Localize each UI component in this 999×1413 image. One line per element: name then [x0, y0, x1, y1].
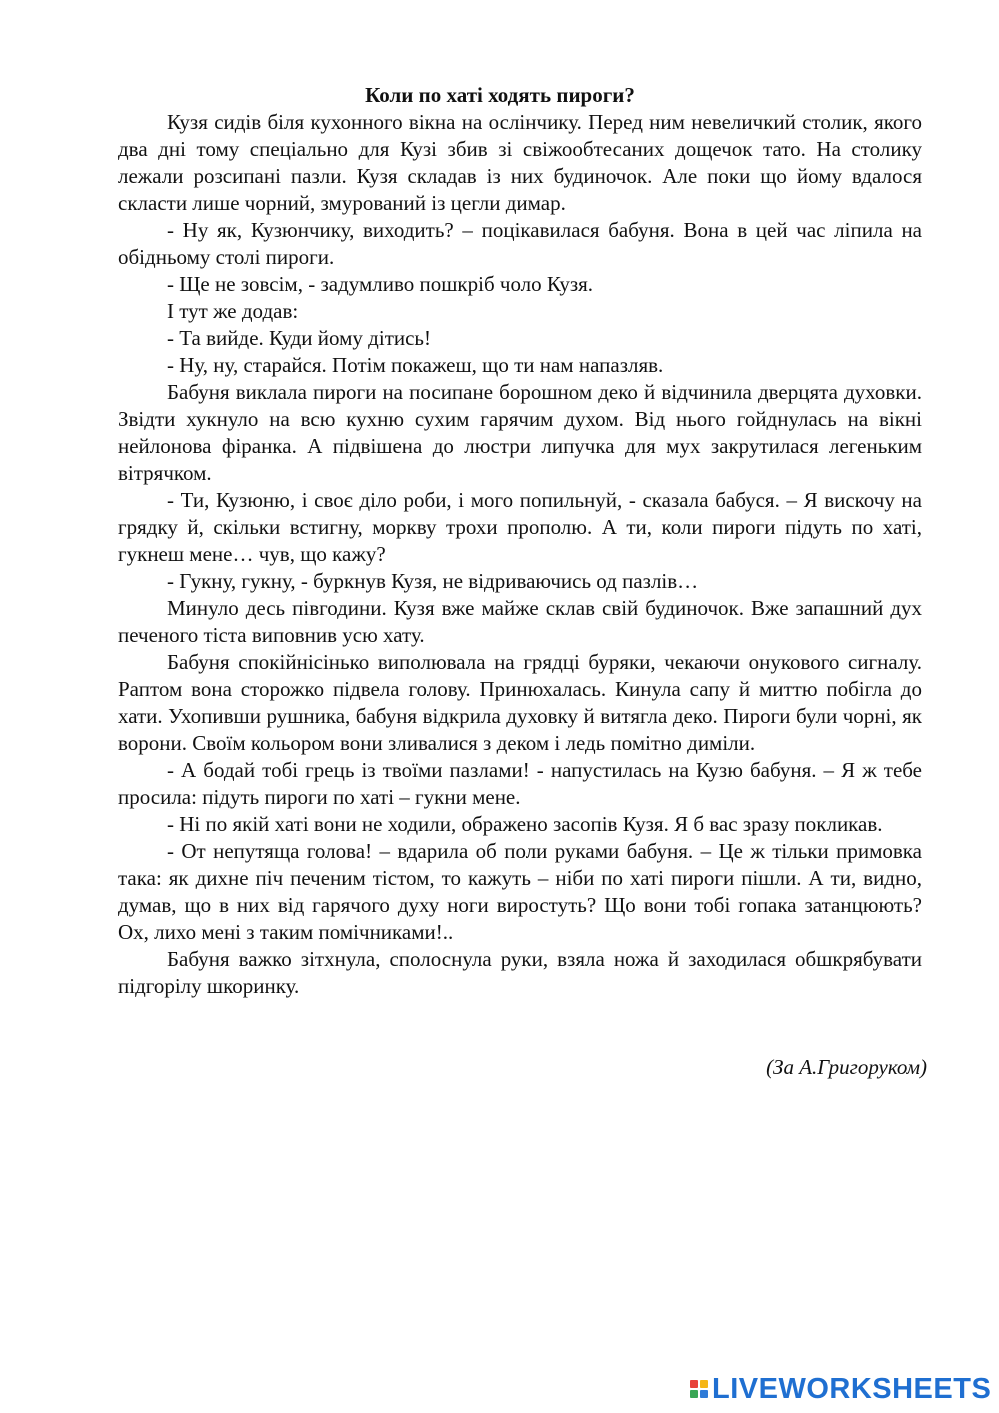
- paragraph-2: - Ну як, Кузюнчику, виходить? – поцікавилася бабуня. Вона в цей час ліпила на обідньому столі пироги.: [118, 218, 922, 269]
- paragraph-7: Бабуня виклала пироги на посипане борошном деко й відчинила дверцята духовки. Звідти хукнуло на всю кухню сухим гарячим духом. Від нього гойднулась на вікні нейлонова фіранка. А підвішена до люстри липучка для мух закрутилася легеньким вітрячком.: [118, 380, 922, 485]
- logo-text: LIVEWORKSHEETS: [712, 1372, 992, 1405]
- logo-square-yellow: [700, 1380, 708, 1388]
- paragraph-14: - От непутяща голова! – вдарила об поли руками бабуня. – Це ж тільки примовка така: як дихне піч печеним тістом, то кажуть – ніби по хаті пироги пішли. А ти, видно, думав, що в них від гарячого духу ноги виростуть? Що вони тобі гопака затанцюють? Ох, лихо мені з таким помічниками!..: [118, 839, 922, 944]
- paragraph-5: - Та вийде. Куди йому дітись!: [167, 326, 431, 350]
- paragraph-11: Бабуня спокійнісінько виполювала на грядці буряки, чекаючи онукового сигналу. Раптом вона сторожко підвела голову. Принюхалась. Кинула сапу й миттю побігла до хати. Ухопивши рушника, бабуня відкрила духовку й витягла деко. Пироги були чорні, як ворони. Своїм кольором вони зливалися з деком і ледь помітно диміли.: [118, 650, 922, 755]
- logo-grid-icon: [690, 1380, 708, 1398]
- story-title: Коли по хаті ходять пироги?: [365, 83, 635, 107]
- story-body: [118, 109, 922, 1000]
- paragraph-13: - Ні по якій хаті вони не ходили, ображено засопів Кузя. Я б вас зразу покликав.: [167, 812, 883, 836]
- logo-square-blue: [700, 1390, 708, 1398]
- paragraph-4: І тут же додав:: [167, 299, 299, 323]
- paragraph-12: - А бодай тобі грець із твоїми пазлами! - напустилась на Кузю бабуня. – Я ж тебе просила: підуть пироги по хаті – гукни мене.: [118, 758, 922, 809]
- paragraph-9: - Гукну, гукну, - буркнув Кузя, не відриваючись од пазлів…: [167, 569, 699, 593]
- paragraph-8: - Ти, Кузюню, і своє діло роби, і мого попильнуй, - сказала бабуся. – Я вискочу на грядку й, скільки встигну, моркву трохи прополю. А ти, коли пироги підуть по хаті, гукнеш мене… чув, що кажу?: [118, 488, 922, 566]
- paragraph-3: - Ще не зовсім, - задумливо пошкріб чоло Кузя.: [167, 272, 594, 296]
- paragraph-15: Бабуня важко зітхнула, сполоснула руки, взяла ножа й заходилася обшкрябувати підгорілу шкоринку.: [118, 947, 922, 998]
- liveworksheets-logo[interactable]: [690, 1373, 991, 1405]
- paragraph-6: - Ну, ну, старайся. Потім покажеш, що ти нам напазляв.: [167, 353, 664, 377]
- logo-square-red: [690, 1380, 698, 1388]
- paragraph-1: Кузя сидів біля кухонного вікна на ослінчику. Перед ним невеличкий столик, якого два дні тому спеціально для Кузі збив зі свіжообтесаних дощечок тато. На столику лежали розсипані пазли. Кузя складав із них будиночок. Але поки що йому вдалося скласти лише чорний, змурований із цегли димар.: [118, 110, 922, 215]
- logo-square-green: [690, 1390, 698, 1398]
- author-attribution: (За А.Григоруком): [766, 1055, 927, 1079]
- paragraph-10: Минуло десь півгодини. Кузя вже майже склав свій будиночок. Вже запашний дух печеного тіста виповнив усю хату.: [118, 596, 922, 647]
